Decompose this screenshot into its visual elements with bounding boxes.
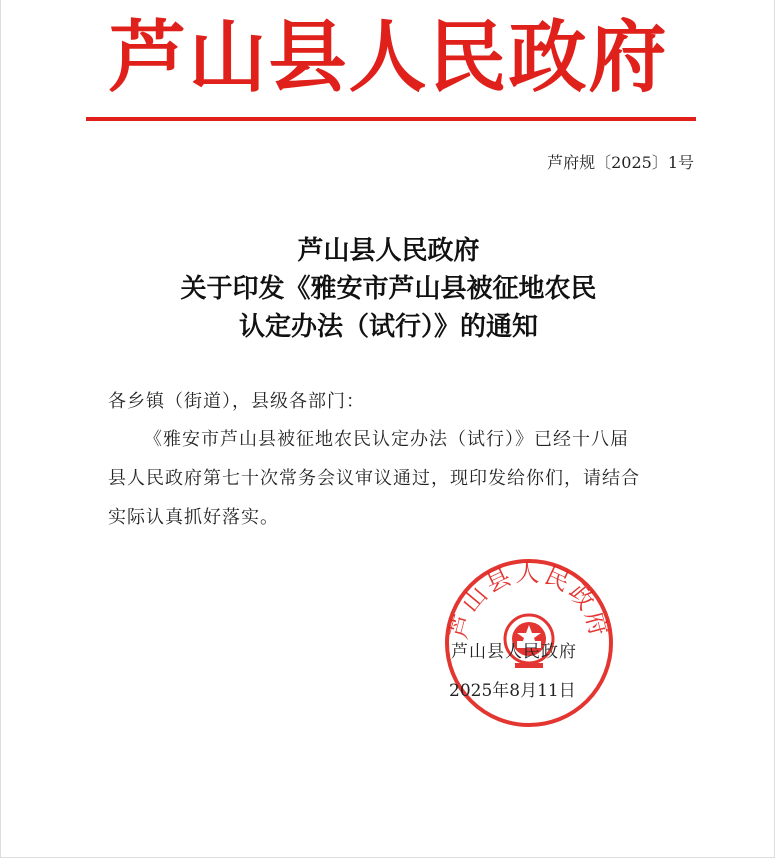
seal-arc-text: 芦山县人民政府 (444, 559, 614, 642)
body-line-1: 《雅安市芦山县被征地农民认定办法（试行）》已经十八届 (144, 429, 629, 450)
body-line-3: 实际认真抓好落实。 (108, 507, 279, 528)
title-line-2: 关于印发《雅安市芦山县被征地农民 (180, 274, 597, 304)
red-divider-line (86, 117, 696, 121)
issuer-name: 芦山县人民政府 (451, 642, 577, 662)
issue-date: 2025年8月11日 (449, 681, 576, 701)
document-number: 芦府规〔2025〕1号 (547, 153, 694, 172)
salutation: 各乡镇（街道），县级各部门： (108, 391, 365, 412)
masthead-title: 芦山县人民政府 (108, 12, 669, 103)
title-line-1: 芦山县人民政府 (297, 236, 480, 266)
title-line-3: 认定办法（试行）》的通知 (238, 312, 538, 342)
body-line-2: 县人民政府第七十次常务会议审议通过，现印发给你们，请结合 (108, 468, 640, 489)
